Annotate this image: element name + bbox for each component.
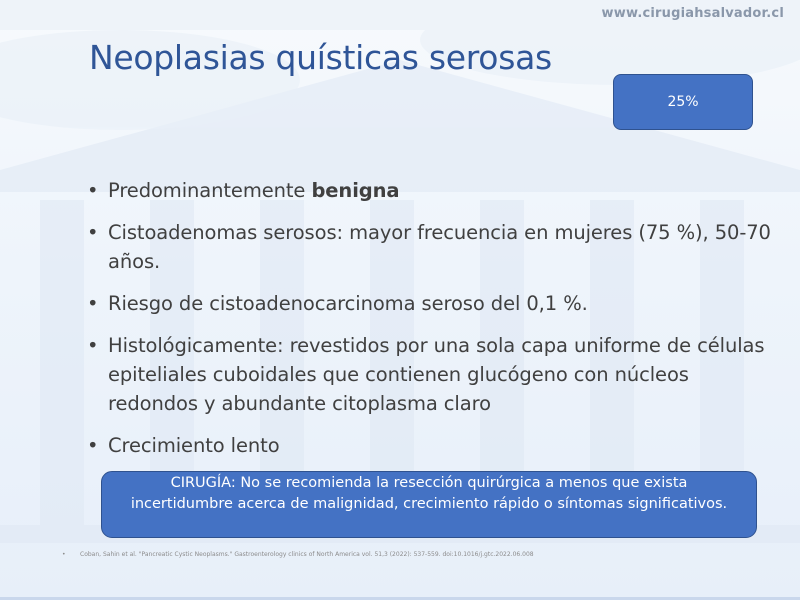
reference-footnote — [62, 551, 782, 558]
percentage-badge — [613, 74, 753, 130]
bullet-bold-text: benigna — [311, 179, 400, 202]
bullet-text: Histológicamente: revestidos por una sola capa uniforme de células epiteliales cuboidales que contienen glucógeno con núcleos redondos y abundante citoplasma claro — [108, 334, 765, 415]
badge-label: 25% — [667, 94, 699, 110]
bullet-text: Crecimiento lento — [108, 434, 280, 457]
list-item — [87, 289, 777, 318]
reference-bullet-icon: • — [62, 551, 66, 558]
list-item — [87, 218, 777, 276]
list-item — [87, 331, 777, 418]
bullet-icon: • — [87, 292, 99, 315]
bullet-icon: • — [87, 434, 99, 457]
list-item — [87, 176, 777, 205]
reference-text: Coban, Sahin et al. "Pancreatic Cystic Neoplasms." Gastroenterology clinics of North America vol. 51,3 (2022): 537-559. doi:10.1016/j.gtc.2022.06.008 — [80, 551, 534, 558]
bullet-text: Predominantemente — [108, 179, 312, 202]
bullet-text: Cistoadenomas serosos: mayor frecuencia en mujeres (75 %), 50-70 años. — [108, 221, 771, 273]
slide-title: Neoplasias quísticas serosas — [89, 38, 552, 77]
callout-text: CIRUGÍA: No se recomienda la resección quirúrgica a menos que exista incertidumbre acerca de malignidad, crecimiento rápido o síntomas significativos. — [130, 475, 728, 512]
list-item — [87, 431, 777, 460]
site-url: www.cirugiahsalvador.cl — [601, 6, 784, 21]
surgery-callout — [101, 471, 757, 538]
bullet-icon: • — [87, 221, 99, 244]
bullet-icon: • — [87, 179, 99, 202]
bullet-text: Riesgo de cistoadenocarcinoma seroso del 0,1 %. — [108, 292, 588, 315]
bullet-list — [87, 176, 777, 473]
bullet-icon: • — [87, 334, 99, 357]
